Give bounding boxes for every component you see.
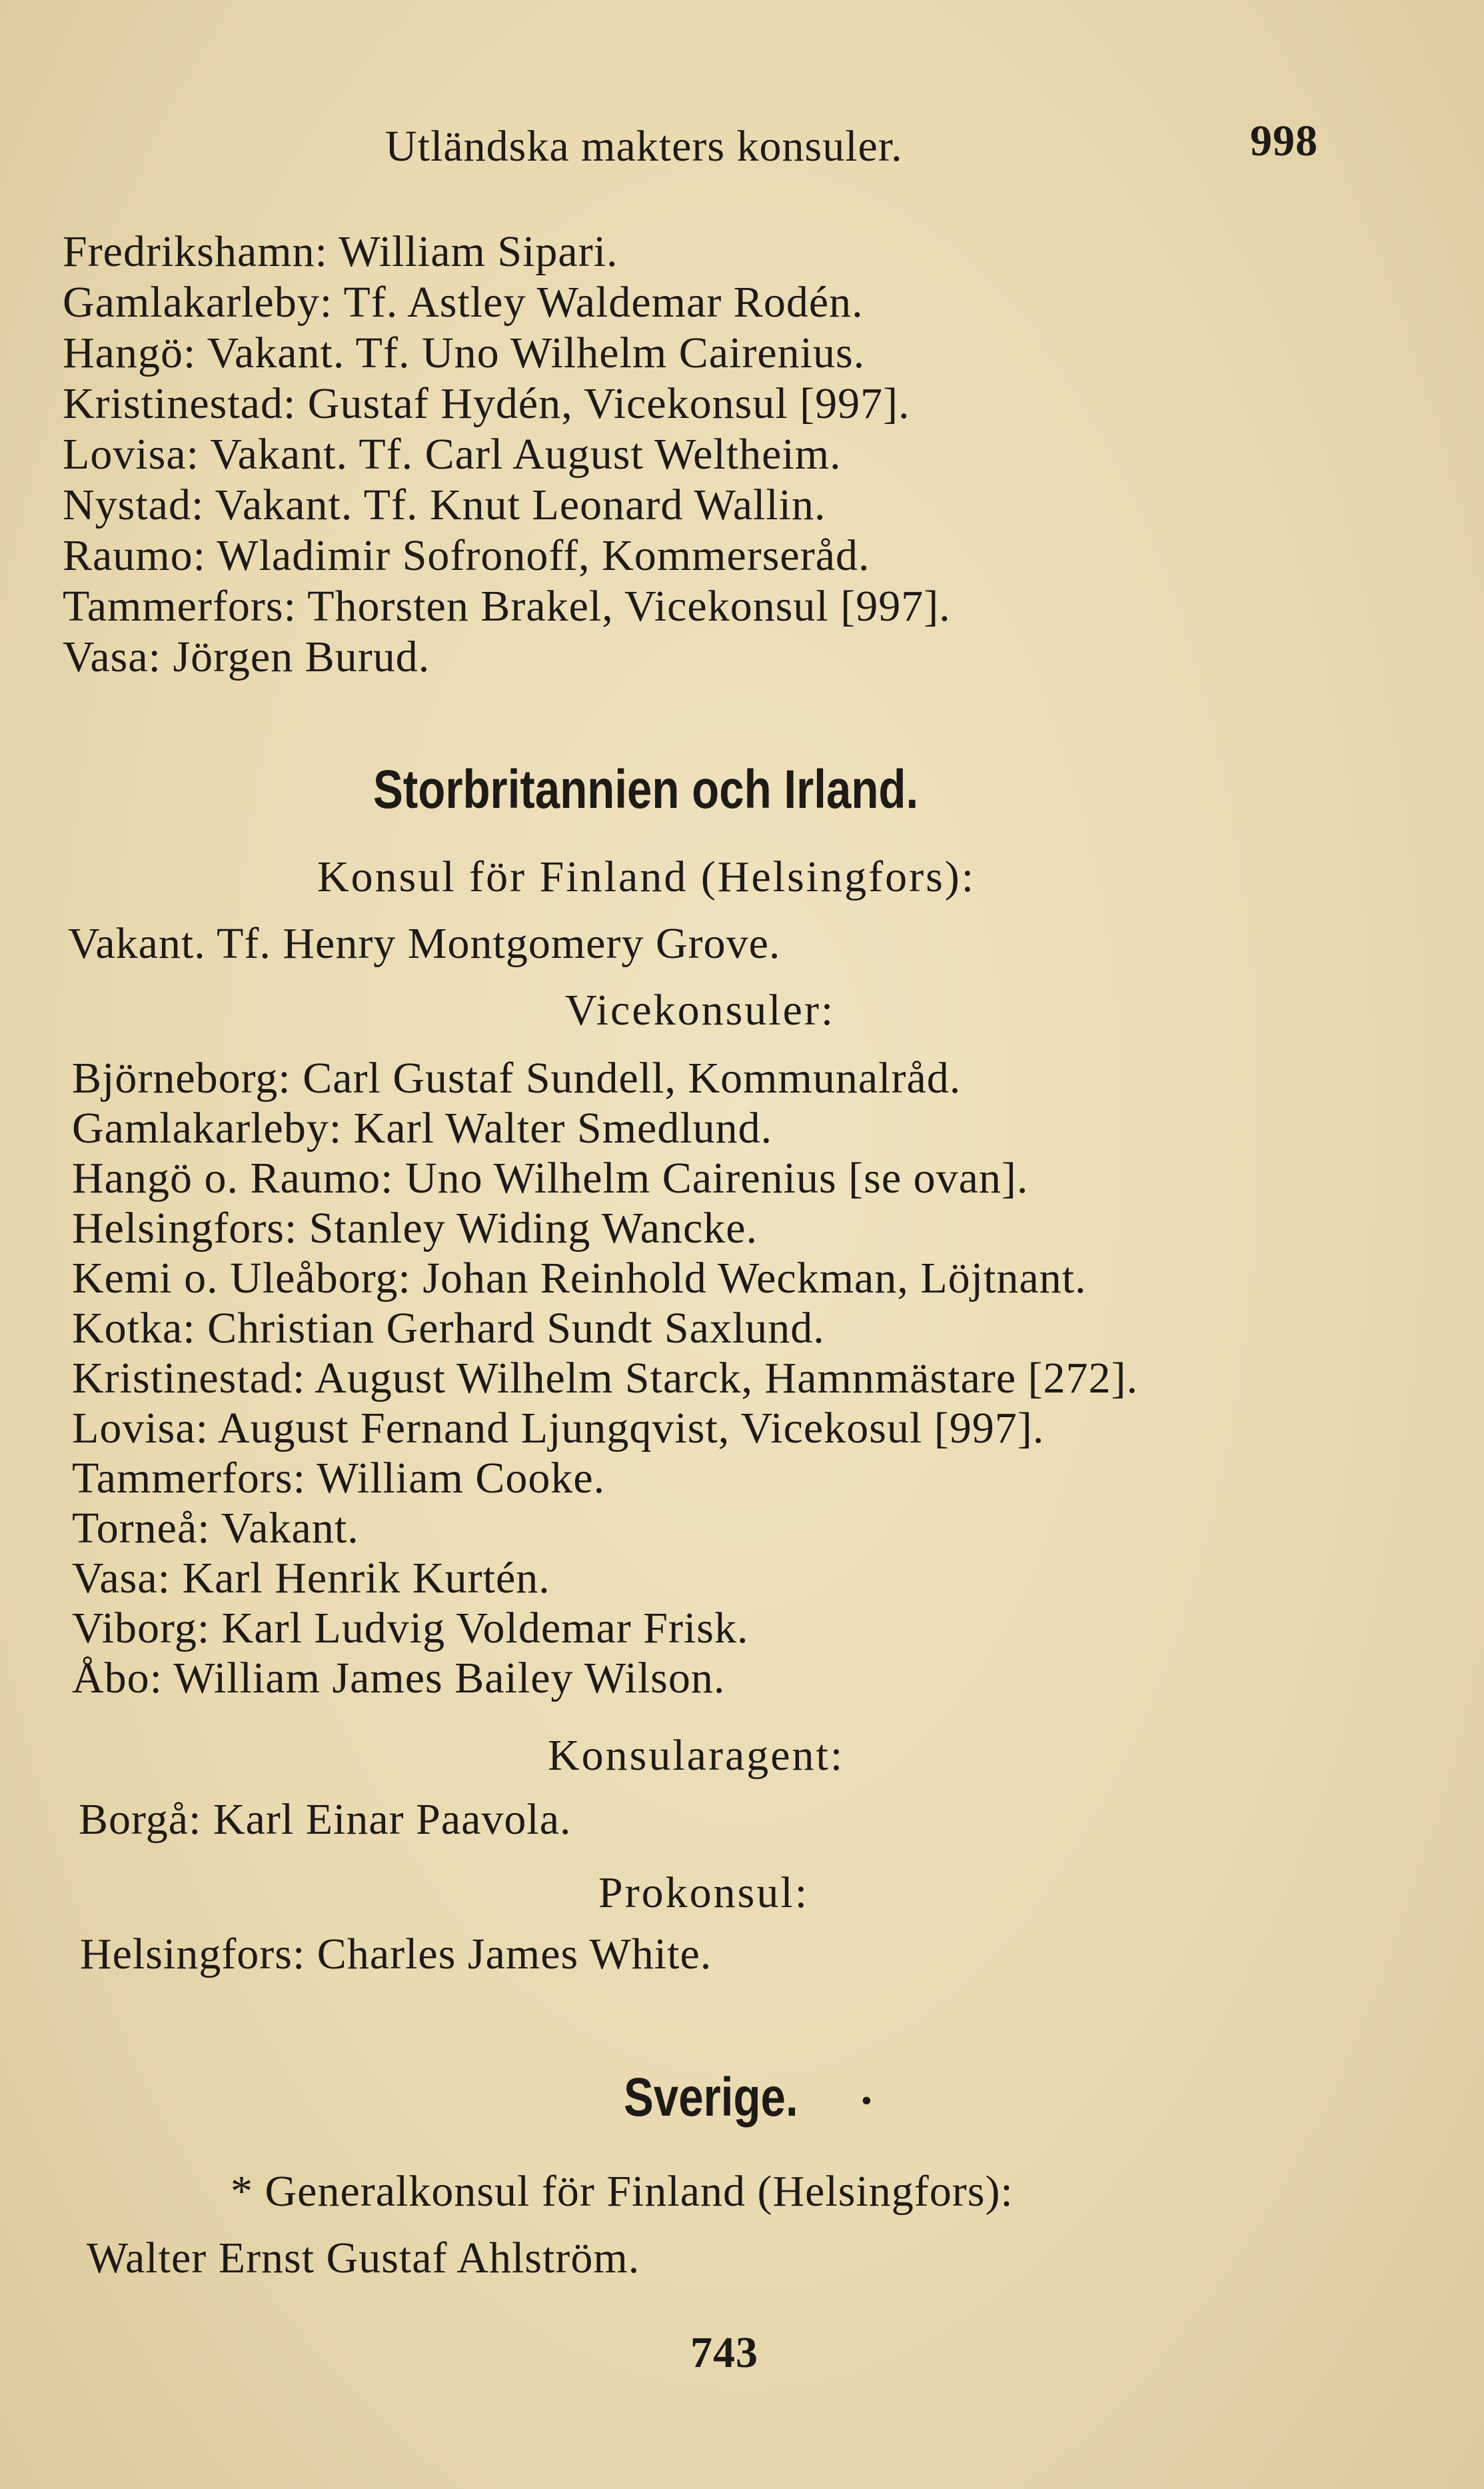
section-heading-sweden: Sverige.: [624, 2067, 798, 2128]
entry-line: Lovisa: Vakant. Tf. Carl August Weltheim.: [63, 430, 842, 479]
entry-line: Kotka: Christian Gerhard Sundt Saxlund.: [72, 1304, 825, 1352]
consul-line-sweden: Walter Ernst Gustaf Ahlström.: [87, 2234, 640, 2282]
entry-line: Raumo: Wladimir Sofronoff, Kommerseråd.: [63, 531, 870, 580]
pro-heading-uk: Prokonsul:: [598, 1868, 810, 1917]
page-number-top: 998: [1250, 117, 1318, 165]
bullet-mark: •: [861, 2083, 873, 2118]
entry-line: Fredrikshamn: William Sipari.: [63, 227, 618, 276]
entry-line: Kemi o. Uleåborg: Johan Reinhold Weckman, Löjtnant.: [72, 1254, 1087, 1302]
pro-line-uk: Helsingfors: Charles James White.: [80, 1930, 712, 1978]
entry-line: Hangö: Vakant. Tf. Uno Wilhelm Cairenius.: [63, 329, 866, 377]
entry-line: Kristinestad: August Wilhelm Starck, Hamnmästare [272].: [72, 1354, 1139, 1402]
entry-line: Helsingfors: Stanley Widing Wancke.: [72, 1204, 758, 1252]
entry-line: Kristinestad: Gustaf Hydén, Vicekonsul [997].: [63, 379, 910, 428]
entry-line: Tammerfors: Thorsten Brakel, Vicekonsul [997].: [63, 582, 951, 631]
running-title: Utländska makters konsuler.: [385, 122, 903, 171]
entry-line: Torneå: Vakant.: [72, 1504, 359, 1552]
entry-line: Gamlakarleby: Tf. Astley Waldemar Rodén.: [63, 278, 864, 327]
vice-heading-uk: Vicekonsuler:: [565, 986, 836, 1035]
entry-line: Nystad: Vakant. Tf. Knut Leonard Wallin.: [63, 481, 826, 529]
entry-line: Björneborg: Carl Gustaf Sundell, Kommunalråd.: [72, 1054, 962, 1103]
entry-line: Vasa: Jörgen Burud.: [63, 633, 430, 681]
consul-heading-uk: Konsul för Finland (Helsingfors):: [317, 853, 976, 901]
page-number-bottom: 743: [690, 2328, 758, 2377]
entry-line: Tammerfors: William Cooke.: [72, 1454, 606, 1502]
entry-line: Hangö o. Raumo: Uno Wilhelm Cairenius [se ovan].: [72, 1154, 1029, 1203]
consul-line-uk: Vakant. Tf. Henry Montgomery Grove.: [68, 919, 781, 968]
section-heading-uk: Storbritannien och Irland.: [373, 759, 919, 820]
entry-line: Åbo: William James Bailey Wilson.: [72, 1654, 726, 1702]
entry-line: Lovisa: August Fernand Ljungqvist, Vicekosul [997].: [72, 1404, 1045, 1452]
entry-line: Viborg: Karl Ludvig Voldemar Frisk.: [72, 1604, 749, 1652]
agent-heading-uk: Konsularagent:: [548, 1731, 845, 1780]
agent-line-uk: Borgå: Karl Einar Paavola.: [79, 1795, 572, 1844]
consul-heading-sweden: * Generalkonsul för Finland (Helsingfors):: [231, 2167, 1014, 2216]
entry-line: Vasa: Karl Henrik Kurtén.: [72, 1554, 550, 1602]
entry-line: Gamlakarleby: Karl Walter Smedlund.: [72, 1104, 773, 1153]
